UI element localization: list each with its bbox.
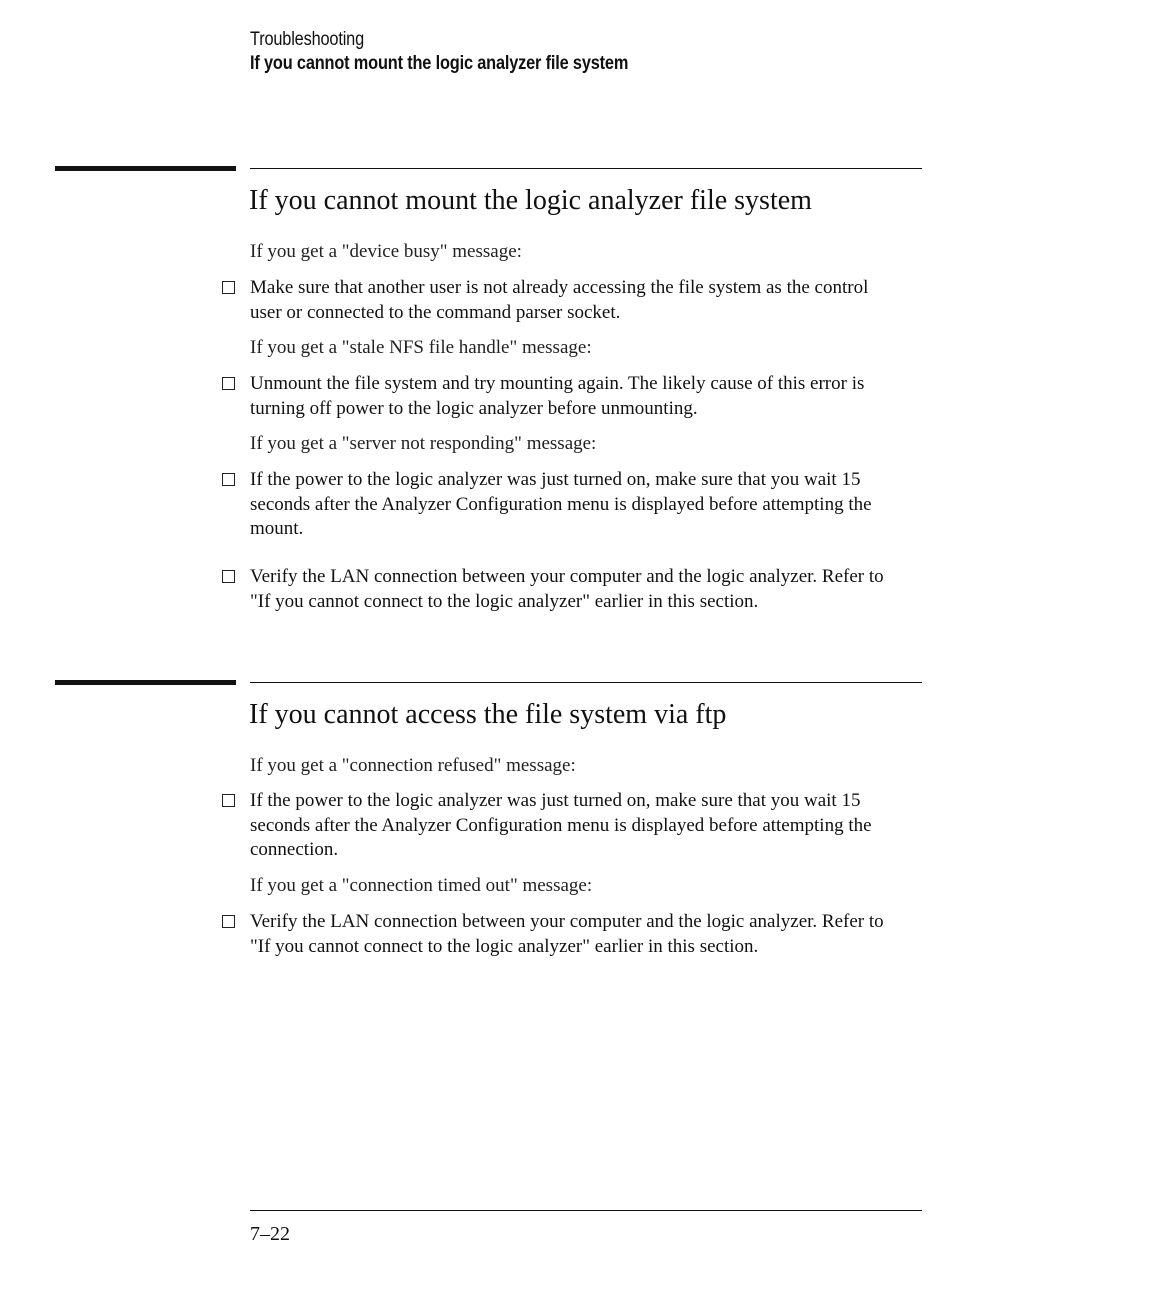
intro-device-busy: If you get a "device busy" message:: [250, 241, 522, 262]
list-item: Verify the LAN connection between your computer and the logic analyzer. Refer to "If you cannot connect to the logic analyzer" earlier in this section.: [250, 565, 890, 614]
checkbox-icon: [222, 794, 235, 807]
running-section-title: If you cannot mount the logic analyzer file system: [250, 53, 629, 74]
intro-connection-refused: If you get a "connection refused" message:: [250, 755, 576, 776]
checkbox-icon: [222, 473, 235, 486]
footer-divider: [250, 1210, 922, 1211]
checkbox-icon: [222, 915, 235, 928]
list-item: Verify the LAN connection between your computer and the logic analyzer. Refer to "If you cannot connect to the logic analyzer" earlier in this section.: [250, 910, 890, 959]
checkbox-icon: [222, 377, 235, 390]
checkbox-icon: [222, 570, 235, 583]
section-divider-thick: [55, 680, 236, 685]
list-item: If the power to the logic analyzer was just turned on, make sure that you wait 15 seconds after the Analyzer Configuration menu is displayed before attempting the connection.: [250, 789, 890, 863]
list-item: Unmount the file system and try mounting again. The likely cause of this error is turning off power to the logic analyzer before unmounting.: [250, 372, 890, 421]
list-item: Make sure that another user is not already accessing the file system as the control user or connected to the command parser socket.: [250, 276, 890, 325]
section-divider-thin: [250, 168, 922, 169]
section-divider-thin: [250, 682, 922, 683]
section-title-ftp: If you cannot access the file system via ftp: [249, 699, 727, 730]
running-header: [250, 28, 628, 76]
page-number: 7–22: [250, 1223, 290, 1245]
intro-connection-timed-out: If you get a "connection timed out" message:: [250, 875, 593, 896]
checkbox-icon: [222, 281, 235, 294]
section-title-mount: If you cannot mount the logic analyzer file system: [249, 185, 812, 216]
intro-server-not-responding: If you get a "server not responding" message:: [250, 433, 597, 454]
list-item: If the power to the logic analyzer was just turned on, make sure that you wait 15 seconds after the Analyzer Configuration menu is displayed before attempting the mount.: [250, 468, 890, 542]
chapter-title: Troubleshooting: [250, 29, 365, 50]
section-divider-thick: [55, 166, 236, 171]
intro-stale-nfs: If you get a "stale NFS file handle" message:: [250, 337, 592, 358]
